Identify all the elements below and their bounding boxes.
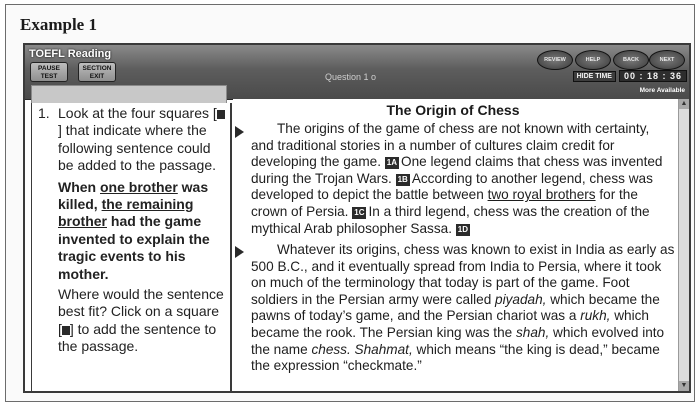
pause-test-button[interactable] bbox=[30, 62, 68, 82]
section-label-2: EXIT bbox=[89, 73, 105, 80]
insert-square-1a[interactable]: 1A bbox=[386, 158, 398, 168]
next-button[interactable]: NEXT bbox=[649, 50, 685, 70]
question-instruction: Where would the sentence best fit? Click on a square [ ] to add the sentence to the passage. bbox=[58, 286, 224, 355]
insert-square-1c[interactable]: 1C bbox=[354, 207, 365, 217]
review-button[interactable]: REVIEW bbox=[537, 50, 573, 70]
question-pane-header bbox=[31, 85, 227, 105]
example-title: Example 1 bbox=[20, 15, 97, 34]
passage-scrollbar[interactable] bbox=[678, 99, 689, 391]
pause-label-1: PAUSE bbox=[38, 65, 60, 72]
question-number: 1. bbox=[38, 105, 50, 121]
timer-display: 00 : 18 : 36 bbox=[619, 70, 687, 82]
insert-square-1b[interactable]: 1B bbox=[397, 174, 408, 184]
square-icon bbox=[62, 326, 70, 335]
question-counter: Question 1 o bbox=[325, 72, 377, 82]
square-icon bbox=[217, 110, 225, 119]
paragraph-arrow-icon bbox=[235, 126, 244, 138]
question-pane bbox=[31, 103, 232, 391]
passage-pane bbox=[233, 99, 689, 391]
passage-paragraph-2: Whatever its origins, chess was known to exist in India as early as 500 B.C., and it eventually spread from India to Persia, where it took on much of the terminology that today is part of the game. Foot soldiers in the Persian army were called piyadah, which became the pawns of today’s game, and the Persian chariot was a rukh, which became the rook. The Persian king was the shah, which evolved into the name chess. Shahmat, which means “the king is dead,” became the expression “checkmate.” bbox=[251, 242, 675, 374]
back-button[interactable]: BACK bbox=[613, 50, 649, 70]
insert-square-1d[interactable]: 1D bbox=[457, 224, 469, 234]
test-window bbox=[23, 43, 691, 393]
paragraph-arrow-icon bbox=[235, 246, 244, 258]
example-panel bbox=[5, 4, 695, 402]
hide-time-button[interactable]: HIDE TIME bbox=[573, 71, 616, 82]
passage-title: The Origin of Chess bbox=[386, 102, 520, 118]
scroll-down-icon[interactable]: ▼ bbox=[680, 382, 688, 389]
passage-paragraph-1: The origins of the game of chess are not known with certainty, and traditional stories in a number of cultures claim credit for developing the game. 1A One legend claims that chess was invented during the Trojan Wars. 1B According to another legend, chess was developed to depict the battle between two royal brothers for the crown of Persia. 1C In a third legend, chess was the creation of the mythical Arab philosopher Sassa. 1D bbox=[251, 121, 663, 236]
insert-sentence: When one brother was killed, the remaining brother had the game invented to explain the tragic events to his mother. bbox=[58, 178, 210, 282]
scroll-up-icon[interactable]: ▲ bbox=[680, 100, 688, 107]
section-label-1: SECTION bbox=[82, 65, 112, 72]
more-available-indicator: More Available bbox=[639, 87, 685, 94]
help-button[interactable]: HELP bbox=[575, 50, 611, 70]
timer-area bbox=[573, 70, 687, 82]
section-exit-button[interactable] bbox=[78, 62, 116, 82]
pause-label-2: TEST bbox=[40, 73, 58, 80]
app-title: TOEFL Reading bbox=[29, 48, 112, 60]
question-prompt: Look at the four squares [] that indicate where the following sentence could be added to the passage. bbox=[58, 105, 226, 175]
